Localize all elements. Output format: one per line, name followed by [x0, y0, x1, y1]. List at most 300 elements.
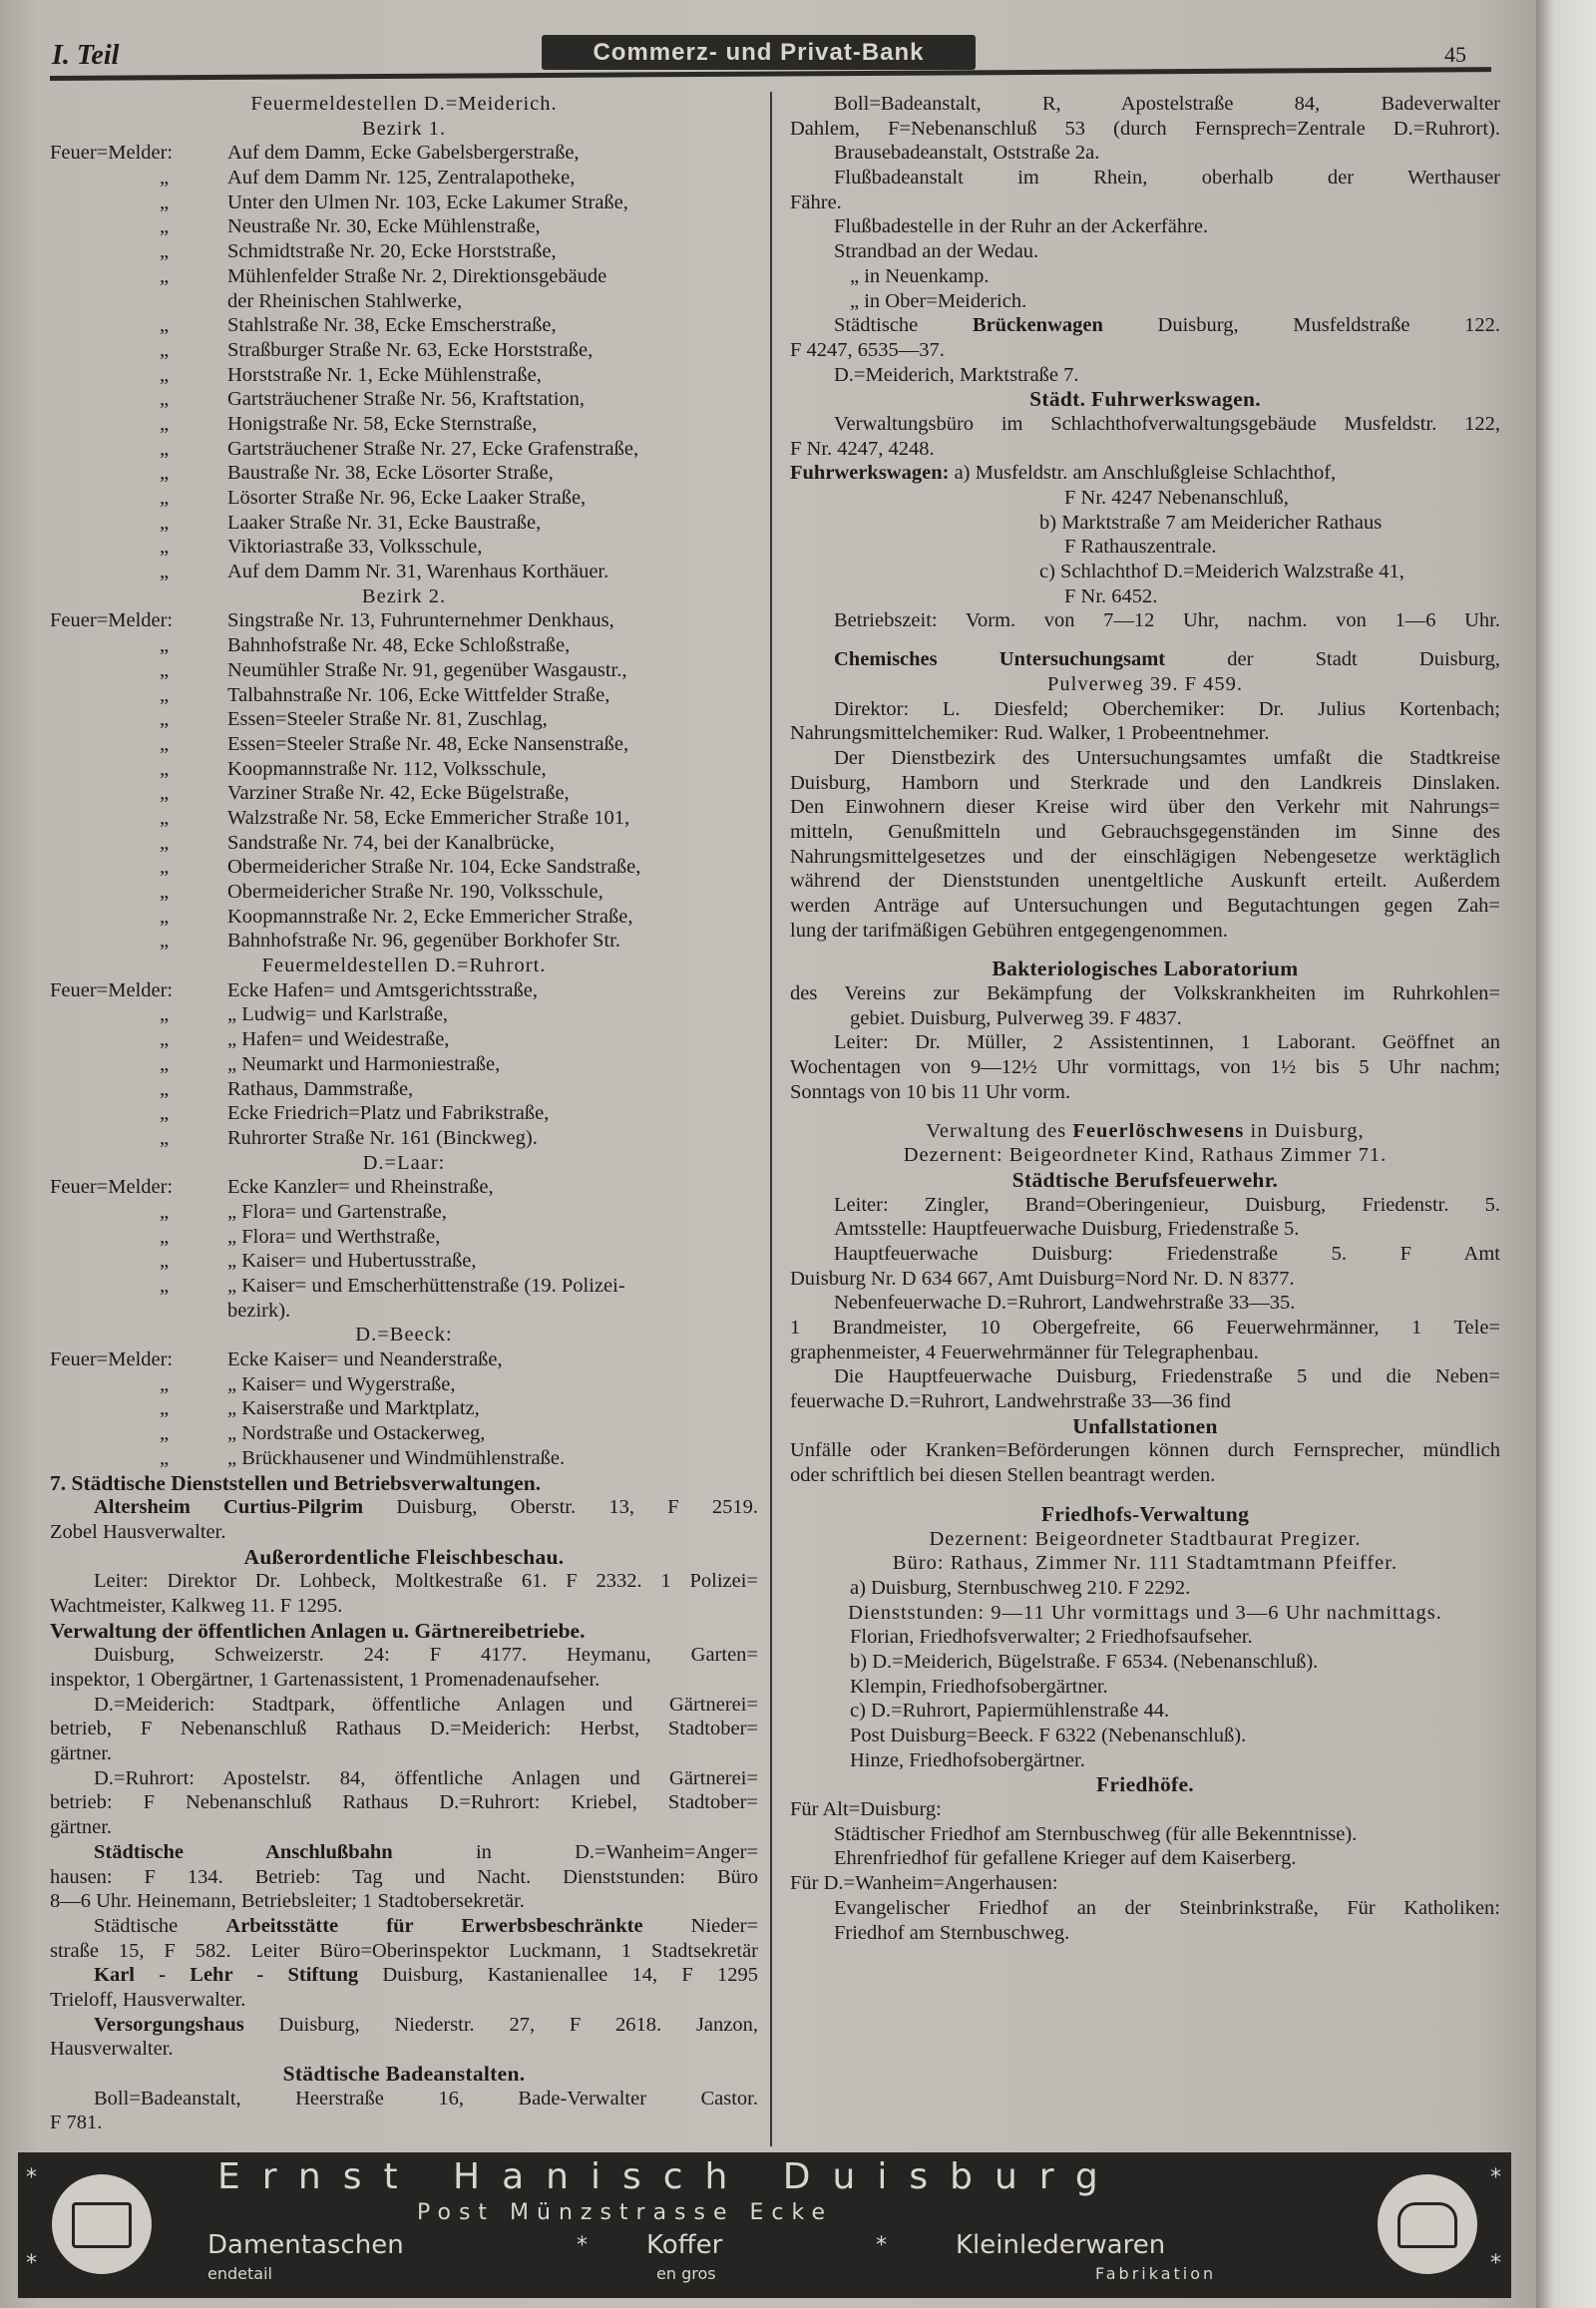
fire-alarm-location: Viktoriastraße 33, Volksschule,	[227, 536, 483, 559]
fire-alarm-location: Auf dem Damm, Ecke Gabelsbergerstraße,	[227, 142, 580, 165]
text-line	[790, 437, 1500, 462]
ad-item-koffer: Koffer	[646, 2230, 723, 2260]
fire-alarm-location: „ Ludwig= und Karlstraße,	[227, 1003, 449, 1026]
right-column	[790, 92, 1500, 1945]
line-text: Fähre.	[790, 191, 842, 213]
text-line	[790, 560, 1500, 584]
text-line	[790, 919, 1500, 944]
fire-alarm-location: Bahnhofstraße Nr. 48, Ecke Schloßstraße,	[227, 634, 571, 657]
line-text: Post Duisburg=Beeck. F 6322 (Nebenanschluß).	[850, 1725, 1247, 1746]
text-line	[790, 1055, 1500, 1080]
line-text: Duisburg, Oberstr. 13, F 2519.	[363, 1496, 758, 1519]
text-line	[790, 633, 1500, 647]
text-line	[790, 486, 1500, 511]
bold-entry-name: Karl - Lehr - Stiftung	[94, 1964, 359, 1987]
line-text: 8—6 Uhr. Heinemann, Betriebsleiter; 1 Stadtobersekretär.	[50, 1890, 525, 1913]
ditto-mark: „	[160, 732, 170, 755]
ad-address: Post Münzstrasse Ecke	[417, 2200, 833, 2225]
text-line	[50, 1865, 758, 1890]
text-line	[50, 1643, 758, 1668]
line-text: a) Duisburg, Sternbuschweg 210. F 2292.	[850, 1576, 1191, 1599]
ditto-mark: „	[160, 338, 170, 361]
text-line	[50, 1594, 758, 1619]
text-line	[50, 1889, 758, 1914]
line-text: Dezernent: Beigeordneter Stadtbaurat Pregizer.	[929, 1527, 1362, 1550]
ditto-mark: „	[160, 708, 170, 731]
text-line	[50, 1249, 758, 1274]
text-line	[790, 1242, 1500, 1267]
line-text: Außerordentliche Fleischbeschau.	[243, 1544, 565, 1569]
text-line	[790, 1438, 1500, 1463]
line-text: Direktor: L. Diesfeld; Oberchemiker: Dr. Julius Kortenbach;	[834, 697, 1500, 720]
ditto-mark: „	[160, 1028, 170, 1051]
text-line	[50, 1274, 758, 1299]
fire-alarm-location: Ecke Kaiser= und Neanderstraße,	[227, 1348, 503, 1371]
text-line	[50, 806, 758, 831]
line-text: Boll=Badeanstalt, R, Apostelstraße 84, Badeverwalter	[834, 93, 1500, 115]
line-text: a) Musfeldstr. am Anschlußgleise Schlachthof,	[949, 462, 1337, 485]
text-line	[50, 1914, 758, 1939]
fire-alarm-location: „ Kaiser= und Emscherhüttenstraße (19. Polizei-	[227, 1275, 625, 1297]
fire-alarm-location: Obermeidericher Straße Nr. 190, Volksschule,	[227, 881, 603, 903]
ditto-mark: „	[160, 167, 170, 190]
line-text: Städtische	[94, 1914, 226, 1937]
line-text: Wochentagen von 9—12½ Uhr vormittags, von 1½ bis 5 Uhr nachm;	[790, 1056, 1500, 1079]
text-line	[50, 313, 758, 338]
line-text: Städt. Fuhrwerkswagen.	[1029, 387, 1261, 412]
text-line	[790, 1267, 1500, 1292]
text-line	[790, 771, 1500, 796]
line-text: betrieb, F Nebenanschluß Rathaus D.=Meiderich: Herbst, Stadtober=	[50, 1718, 758, 1740]
ditto-mark: „	[160, 511, 170, 534]
ditto-mark: „	[160, 757, 170, 780]
text-line	[50, 1963, 758, 1988]
star-icon: *	[876, 2233, 887, 2258]
fire-alarm-location: Horststraße Nr. 1, Ecke Mühlenstraße,	[227, 363, 542, 386]
text-line	[50, 1988, 758, 2013]
ad-item-sub: Fabrikation	[1095, 2264, 1217, 2283]
text-line	[50, 239, 758, 264]
line-text: D.=Meiderich, Marktstraße 7.	[834, 363, 1079, 386]
line-text: Büro: Rathaus, Zimmer Nr. 111 Stadtamtmann Pfeiffer.	[892, 1552, 1398, 1575]
ad-item-damentaschen: Damentaschen	[207, 2230, 404, 2260]
text-line	[50, 658, 758, 683]
text-line	[50, 1372, 758, 1397]
text-line	[790, 1006, 1500, 1031]
section-heading	[790, 1414, 1500, 1439]
line-text: Betriebszeit: Vorm. von 7—12 Uhr, nachm. von 1—6 Uhr.	[834, 609, 1500, 632]
ditto-mark: „	[160, 1372, 170, 1395]
bold-entry-name: Fuhrwerkswagen:	[790, 462, 950, 485]
line-text: gärtner.	[50, 1742, 113, 1765]
text-line	[790, 239, 1500, 264]
line-text: c) D.=Ruhrort, Papiermühlenstraße 44.	[850, 1700, 1170, 1723]
text-line	[790, 1625, 1500, 1650]
fire-alarm-location: Talbahnstraße Nr. 106, Ecke Wittfelder Straße,	[227, 683, 610, 706]
text-line	[50, 560, 758, 584]
text-line	[50, 461, 758, 486]
fire-alarm-location: Auf dem Damm Nr. 125, Zentralapotheke,	[227, 167, 576, 190]
text-line	[790, 1871, 1500, 1896]
text-line	[50, 707, 758, 732]
line-text: Verwaltung des	[926, 1119, 1073, 1142]
text-line	[50, 757, 758, 782]
page-edge	[1536, 0, 1596, 2308]
text-line	[50, 1569, 758, 1594]
line-text: Unfallstationen	[1072, 1413, 1218, 1438]
line-text: Duisburg, Hamborn und Sterkrade und den Landkreis Dinslaken.	[790, 771, 1500, 794]
text-line	[790, 313, 1500, 338]
text-line	[790, 1105, 1500, 1119]
ditto-mark: „	[160, 561, 170, 583]
text-line	[50, 117, 758, 142]
text-line	[790, 1217, 1500, 1242]
text-line	[50, 831, 758, 856]
text-line	[790, 697, 1500, 722]
line-text: straße 15, F 582. Leiter Büro=Oberinspektor Luckmann, 1 Stadtsekretär	[50, 1939, 758, 1962]
ditto-mark: „	[160, 930, 170, 953]
text-line	[790, 412, 1500, 437]
text-line	[50, 1840, 758, 1865]
text-line	[790, 1822, 1500, 1847]
line-text: Friedhofs-Verwaltung	[1040, 1501, 1250, 1526]
section-heading	[50, 1471, 758, 1496]
text-line	[50, 1151, 758, 1176]
text-line	[50, 1815, 758, 1840]
line-text: Den Einwohnern dieser Kreise wird über den Verkehr mit Nahrungs=	[790, 796, 1500, 819]
section-heading	[50, 1545, 758, 1570]
fire-alarm-location: Neustraße Nr. 30, Ecke Mühlenstraße,	[227, 215, 541, 238]
line-text: Brausebadeanstalt, Oststraße 2a.	[834, 142, 1100, 165]
ditto-mark: „	[160, 487, 170, 509]
fire-alarm-location: Walzstraße Nr. 58, Ecke Emmericher Straße 101,	[227, 806, 630, 829]
section-heading	[50, 1619, 758, 1644]
text-line	[790, 1551, 1500, 1576]
line-text: Ehrenfriedhof für gefallene Krieger auf dem Kaiserberg.	[834, 1847, 1297, 1870]
text-line	[50, 954, 758, 978]
text-line	[50, 1766, 758, 1791]
line-text: Die Hauptfeuerwache Duisburg, Friedenstraße 5 und die Neben=	[834, 1365, 1500, 1388]
text-line	[790, 1576, 1500, 1601]
ad-item-sub: endetail	[207, 2264, 272, 2283]
star-icon: *	[577, 2233, 588, 2258]
left-column	[50, 92, 758, 2135]
section-heading	[790, 387, 1500, 412]
text-line	[50, 683, 758, 708]
line-text: Duisburg, Niederstr. 27, F 2618. Janzon,	[243, 2013, 758, 2036]
line-text: Florian, Friedhofsverwalter; 2 Friedhofsaufseher.	[850, 1626, 1253, 1649]
line-text: während der Dienststunden unentgeltliche Auskunft erteilt. Außerdem	[790, 870, 1500, 893]
text-line	[50, 1101, 758, 1126]
fire-alarm-location: bezirk).	[227, 1299, 291, 1322]
ditto-mark: „	[160, 363, 170, 386]
ditto-mark: „	[160, 1003, 170, 1026]
text-line	[790, 1748, 1500, 1773]
line-text: Nieder=	[642, 1914, 758, 1937]
section-heading	[790, 957, 1500, 981]
fire-alarm-location: Sandstraße Nr. 74, bei der Kanalbrücke,	[227, 831, 555, 854]
fire-alarm-location: Schmidtstraße Nr. 20, Ecke Horststraße,	[227, 240, 557, 263]
ditto-mark: „	[160, 658, 170, 681]
text-line	[50, 191, 758, 215]
fire-alarm-location: Stahlstraße Nr. 38, Ecke Emscherstraße,	[227, 314, 557, 337]
text-line	[50, 2087, 758, 2112]
text-line	[50, 633, 758, 658]
fire-alarm-location: „ Kaiserstraße und Marktplatz,	[227, 1397, 480, 1420]
text-line	[50, 608, 758, 633]
ad-company-name: Ernst Hanisch Duisburg	[217, 2156, 1120, 2197]
text-line	[50, 1396, 758, 1421]
line-text: F 781.	[50, 2112, 103, 2134]
fire-alarm-location: Koopmannstraße Nr. 112, Volksschule,	[227, 757, 547, 780]
banner-commerz-privat-bank: Commerz- und Privat-Bank	[542, 35, 976, 70]
feuer-melder-label: Feuer=Melder:	[50, 142, 174, 165]
line-text: D.=Beeck:	[355, 1324, 453, 1346]
line-text: Friedhof am Sternbuschweg.	[834, 1921, 1070, 1944]
ditto-mark: „	[160, 1275, 170, 1297]
ditto-mark: „	[160, 412, 170, 435]
ditto-mark: „	[160, 856, 170, 879]
line-text: Duisburg Nr. D 634 667, Amt Duisburg=Nord Nr. D. N 8377.	[790, 1267, 1295, 1290]
text-line	[50, 1027, 758, 1052]
text-line	[50, 289, 758, 314]
ditto-mark: „	[160, 1052, 170, 1075]
text-line	[790, 1724, 1500, 1748]
text-line	[790, 746, 1500, 771]
ditto-mark: „	[160, 1397, 170, 1420]
ditto-mark: „	[160, 462, 170, 485]
line-text: hausen: F 134. Betrieb: Tag und Nacht. Dienststunden: Büro	[50, 1865, 758, 1888]
ditto-mark: „	[160, 1225, 170, 1248]
ditto-mark	[50, 1299, 227, 1324]
text-line	[790, 363, 1500, 388]
line-text: Bezirk 1.	[361, 117, 447, 140]
line-text: D.=Ruhrort: Apostelstr. 84, öffentliche Anlagen und Gärtnerei=	[94, 1766, 758, 1789]
text-line	[50, 1175, 758, 1200]
ditto-mark: „	[160, 388, 170, 411]
text-line	[790, 943, 1500, 957]
ditto-mark: „	[160, 437, 170, 460]
text-line	[790, 820, 1500, 845]
line-text: Wachtmeister, Kalkweg 11. F 1295.	[50, 1594, 343, 1617]
fire-alarm-location: Koopmannstraße Nr. 2, Ecke Emmericher Straße,	[227, 905, 633, 928]
text-line	[50, 1299, 758, 1324]
section-heading	[50, 2062, 758, 2087]
line-text: Duisburg, Kastanienallee 14, F 1295	[358, 1964, 758, 1987]
text-line	[50, 1002, 758, 1027]
text-line	[50, 486, 758, 511]
bold-entry-name: Arbeitsstätte für Erwerbsbeschränkte	[225, 1914, 643, 1937]
line-text: 7. Städtische Dienststellen und Betriebsverwaltungen.	[50, 1470, 542, 1495]
text-line	[50, 511, 758, 536]
text-line	[50, 978, 758, 1003]
text-line	[50, 412, 758, 437]
line-text: Nebenfeuerwache D.=Ruhrort, Landwehrstraße 33—35.	[834, 1292, 1296, 1315]
ditto-mark: „	[160, 536, 170, 559]
handbag-icon	[52, 2174, 152, 2274]
text-line	[790, 1527, 1500, 1552]
text-line	[790, 1119, 1500, 1144]
text-line	[50, 2037, 758, 2062]
line-text: Friedhöfe.	[1096, 1772, 1194, 1797]
fire-alarm-location: Straßburger Straße Nr. 63, Ecke Horststraße,	[227, 338, 594, 361]
bold-entry-name: Chemisches Untersuchungsamt	[834, 648, 1166, 671]
bold-entry-name: Altersheim Curtius-Pilgrim	[94, 1496, 364, 1519]
line-text: Leiter: Zingler, Brand=Oberingenieur, Duisburg, Friedenstr. 5.	[834, 1193, 1500, 1216]
line-text: Für Alt=Duisburg:	[790, 1798, 942, 1821]
fire-alarm-location: „ Neumarkt und Harmoniestraße,	[227, 1052, 501, 1075]
text-line	[50, 1323, 758, 1347]
line-text: Duisburg, Schweizerstr. 24: F 4177. Heymanu, Garten=	[94, 1644, 758, 1667]
fire-alarm-location: Auf dem Damm Nr. 31, Warenhaus Korthäuer.	[227, 561, 609, 583]
ditto-mark: „	[160, 1077, 170, 1100]
ditto-mark: „	[160, 1126, 170, 1149]
text-line	[790, 608, 1500, 633]
line-text: Städtische	[834, 314, 973, 337]
line-text: Klempin, Friedhofsobergärtner.	[850, 1675, 1108, 1698]
line-text: Sonntags von 10 bis 11 Uhr vorm.	[790, 1080, 1071, 1103]
line-text: in D.=Wanheim=Anger=	[392, 1840, 758, 1863]
line-text: Duisburg, Musfeldstraße 122.	[1102, 314, 1500, 337]
fire-alarm-location: Baustraße Nr. 38, Ecke Lösorter Straße,	[227, 462, 554, 485]
line-text: Pulverweg 39. F 459.	[1047, 672, 1243, 695]
line-text: Hauptfeuerwache Duisburg: Friedenstraße 5. F Amt	[834, 1242, 1500, 1265]
line-text: Der Dienstbezirk des Untersuchungsamtes umfaßt die Stadtkreise	[834, 746, 1500, 769]
section-heading	[790, 1772, 1500, 1797]
text-line	[790, 1080, 1500, 1105]
ditto-mark: „	[160, 634, 170, 657]
text-line	[50, 1693, 758, 1718]
text-line	[790, 166, 1500, 191]
ditto-mark: „	[160, 1422, 170, 1445]
fire-alarm-location: „ Flora= und Werthstraße,	[227, 1225, 441, 1248]
suitcase-icon	[1378, 2174, 1477, 2274]
star-icon: *	[1490, 2251, 1501, 2276]
line-text: betrieb: F Nebenanschluß Rathaus D.=Ruhrort: Kriebel, Stadtober=	[50, 1791, 758, 1814]
line-text: gebiet. Duisburg, Pulverweg 39. F 4837.	[850, 1006, 1182, 1029]
line-text: Boll=Badeanstalt, Heerstraße 16, Bade-Verwalter Castor.	[94, 2087, 758, 2110]
text-line	[50, 1741, 758, 1766]
fire-alarm-location: Unter den Ulmen Nr. 103, Ecke Lakumer Straße,	[227, 191, 628, 213]
fire-alarm-location: Varziner Straße Nr. 42, Ecke Bügelstraße,	[227, 782, 570, 805]
line-text: Trieloff, Hausverwalter.	[50, 1988, 246, 2011]
text-line	[50, 214, 758, 239]
ditto-mark: „	[160, 831, 170, 854]
text-line	[50, 781, 758, 806]
feuer-melder-label: Feuer=Melder:	[50, 978, 174, 1001]
text-line	[50, 1200, 758, 1225]
text-line	[790, 461, 1500, 486]
line-text: Feuermeldestellen D.=Meiderich.	[250, 93, 558, 115]
ditto-mark: „	[160, 1250, 170, 1273]
text-line	[790, 647, 1500, 672]
page-number: 45	[1444, 42, 1466, 67]
bold-entry-name: Versorgungshaus	[94, 2013, 244, 2036]
fire-alarm-location: Rathaus, Dammstraße,	[227, 1077, 414, 1100]
text-line	[790, 1030, 1500, 1055]
line-text: Flußbadestelle in der Ruhr an der Ackerfähre.	[834, 215, 1209, 238]
text-line	[50, 1495, 758, 1520]
line-text: Für D.=Wanheim=Angerhausen:	[790, 1872, 1058, 1895]
line-text: Leiter: Direktor Dr. Lohbeck, Moltkestraße 61. F 2332. 1 Polizei=	[94, 1570, 758, 1593]
feuer-melder-label: Feuer=Melder:	[50, 609, 174, 632]
text-line	[790, 584, 1500, 609]
text-line	[790, 1389, 1500, 1414]
text-line	[790, 1921, 1500, 1946]
text-line	[50, 363, 758, 388]
text-line	[50, 1052, 758, 1077]
text-line	[790, 1896, 1500, 1921]
line-text: Verwaltungsbüro im Schlachthofverwaltungsgebäude Musfeldstr. 122,	[834, 412, 1500, 435]
text-line	[50, 1446, 758, 1471]
text-line	[790, 1601, 1500, 1626]
advertisement-banner	[18, 2152, 1511, 2298]
text-line	[790, 1699, 1500, 1724]
text-line	[50, 2111, 758, 2135]
fire-alarm-location: Essen=Steeler Straße Nr. 81, Zuschlag,	[227, 708, 548, 731]
line-text: „ in Ober=Meiderich.	[850, 289, 1027, 312]
fire-alarm-location: „ Kaiser= und Wygerstraße,	[227, 1372, 456, 1395]
fire-alarm-location: Ecke Hafen= und Amtsgerichtsstraße,	[227, 978, 538, 1001]
text-line	[790, 795, 1500, 820]
text-line	[790, 214, 1500, 239]
line-text: feuerwache D.=Ruhrort, Landwehrstraße 33—36 find	[790, 1390, 1231, 1413]
line-text: lung der tarifmäßigen Gebühren entgegengenommen.	[790, 919, 1228, 942]
line-text: Nahrungsmittelchemiker: Rud. Walker, 1 Probeentnehmer.	[790, 722, 1270, 745]
text-line	[790, 1650, 1500, 1675]
line-text: Evangelischer Friedhof an der Steinbrinkstraße, Für Katholiken:	[834, 1896, 1500, 1919]
line-text: Bezirk 2.	[361, 584, 447, 607]
line-text: Städtische Badeanstalten.	[282, 2062, 526, 2086]
line-text: Bakteriologisches Laboratorium	[992, 957, 1299, 981]
text-line	[790, 1316, 1500, 1341]
line-text: Städtische Berufsfeuerwehr.	[1011, 1167, 1279, 1192]
text-line	[790, 1488, 1500, 1502]
fire-alarm-location: Ruhrorter Straße Nr. 161 (Binckweg).	[227, 1126, 538, 1149]
line-text: D.=Laar:	[362, 1151, 446, 1174]
star-icon: *	[26, 2251, 37, 2276]
fire-alarm-location: Ecke Kanzler= und Rheinstraße,	[227, 1176, 494, 1199]
ditto-mark: „	[160, 881, 170, 903]
ad-item-sub: en gros	[656, 2264, 716, 2283]
text-line	[50, 1077, 758, 1102]
ditto-mark: „	[160, 1200, 170, 1223]
line-text: der Stadt Duisburg,	[1165, 648, 1500, 671]
fire-alarm-location: Ecke Friedrich=Platz und Fabrikstraße,	[227, 1102, 550, 1125]
line-text: „ in Neuenkamp.	[850, 264, 990, 287]
text-line	[790, 1341, 1500, 1365]
text-line	[790, 191, 1500, 215]
text-line	[50, 1717, 758, 1741]
line-text: des Vereins zur Bekämpfung der Volkskrankheiten im Ruhrkohlen=	[790, 982, 1500, 1005]
line-text: Strandbad an der Wedau.	[834, 240, 1039, 263]
section-heading	[790, 1502, 1500, 1527]
line-text: b) Marktstraße 7 am Meidericher Rathaus	[1039, 511, 1383, 534]
fire-alarm-location: Neumühler Straße Nr. 91, gegenüber Wasgaustr.,	[227, 658, 627, 681]
text-line	[50, 1939, 758, 1964]
line-text: oder schriftlich bei diesen Stellen beantragt werden.	[790, 1464, 1216, 1487]
fire-alarm-location: Mühlenfelder Straße Nr. 2, Direktionsgebäude	[227, 264, 607, 287]
text-line	[50, 1126, 758, 1151]
text-line	[50, 732, 758, 757]
line-text: Leiter: Dr. Müller, 2 Assistentinnen, 1 Laborant. Geöffnet an	[834, 1031, 1500, 1054]
text-line	[790, 869, 1500, 894]
line-text: gärtner.	[50, 1816, 113, 1839]
line-text: c) Schlachthof D.=Meiderich Walzstraße 41,	[1039, 561, 1404, 583]
line-text: werden Anträge auf Untersuchungen und Begutachtungen gegen Zah=	[790, 895, 1500, 917]
text-line	[790, 721, 1500, 746]
fire-alarm-location: Gartsträuchener Straße Nr. 56, Kraftstation,	[227, 388, 586, 411]
